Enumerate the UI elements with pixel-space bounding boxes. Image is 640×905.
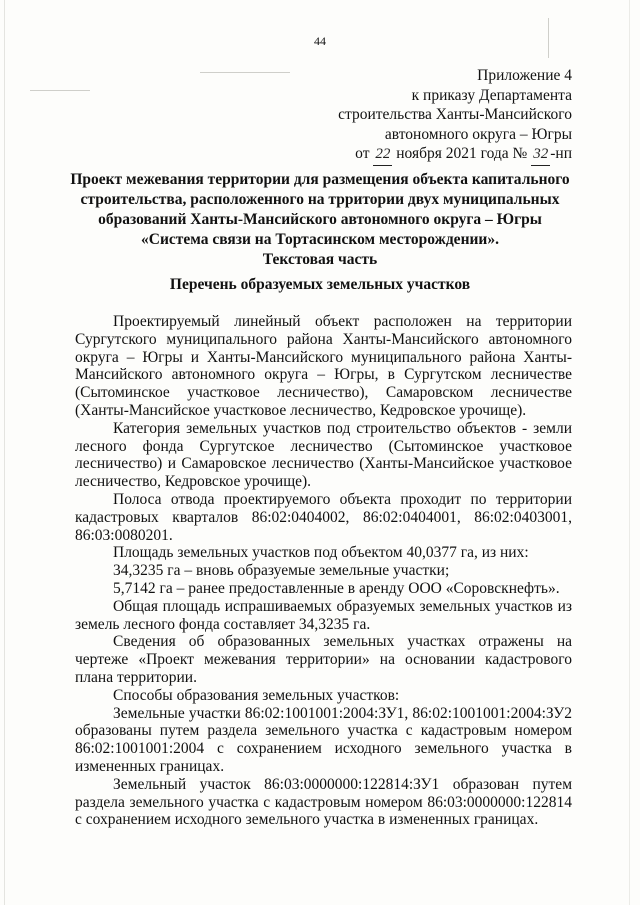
paragraph: 5,7142 га – ранее предоставленные в аренду ООО «Соровскнефть».	[113, 579, 560, 597]
paragraph: Категория земельных участков под строительство объектов - земли лесного фонда Сургутское лесничество (Сытоминское участковое лесничество) и Самаровское лесничество (Ханты-Мансийское участковое лесничество, Кедровское урочище).	[75, 419, 572, 491]
title-line: Текстовая часть	[262, 251, 378, 268]
title-line: «Система связи на Тортасинском месторождении».	[141, 231, 499, 248]
scan-edge-right	[629, 0, 630, 905]
document-title	[70, 170, 570, 270]
paragraph: Полоса отвода проектируемого объекта проходит по территории кадастровых кварталов 86:02:0404002, 86:02:0404001, 86:02:0403001, 86:03:0080201.	[75, 490, 572, 544]
appendix-line: автономного округа – Югры	[384, 125, 572, 143]
appendix-line: к приказу Департамента	[411, 86, 572, 104]
page-number: 44	[314, 34, 326, 48]
paragraph: Сведения об образованных земельных участках отражены на чертеже «Проект межевания территории» на основании кадастрового плана территории.	[75, 633, 572, 686]
paragraph: Площадь земельных участков под объектом 40,0377 га, из них:	[113, 544, 529, 562]
scan-edge-left	[4, 0, 5, 905]
handwritten-day: 22	[373, 145, 392, 166]
paragraph: Общая площадь испрашиваемых образуемых земельных участков из земель лесного фонда составляет 34,3235 га.	[75, 597, 572, 633]
appendix-header	[272, 66, 572, 166]
body-text	[75, 313, 572, 829]
date-rest: ноября 2021 года №	[396, 145, 528, 162]
date-prefix: от	[355, 145, 370, 162]
title-line: Проект межевания территории для размещения объекта капитального	[70, 171, 570, 188]
paragraph: Способы образования земельных участков:	[113, 686, 400, 704]
paragraph: Проектируемый линейный объект расположен на территории Сургутского муниципального района Ханты-Мансийского автономного округа – Югры и Ханты-Мансийского муниципального района Ханты-Мансийского автономного округа – Югры, в Сургутском лесничестве (Сытоминское участковое лесничество), Самаровском лесничестве (Ханты-Мансийское участковое лесничество, Кедровское урочище).	[75, 313, 572, 419]
handwritten-order-number: 32	[531, 145, 550, 166]
appendix-line: Приложение 4	[477, 67, 572, 84]
scan-artifact	[30, 90, 90, 91]
paragraph: Земельный участок 86:03:0000000:122814:ЗУ1 образован путем раздела земельного участка с кадастровым номером 86:03:0000000:122814 с сохранением исходного земельного участка в измененных границах.	[75, 775, 572, 829]
paragraph: 34,3235 га – вновь образуемые земельные участки;	[113, 562, 450, 580]
appendix-line: строительства Ханты-Мансийского	[338, 106, 572, 123]
order-suffix: -нп	[550, 145, 572, 162]
title-line: образований Ханты-Мансийского автономного округа – Югры	[98, 211, 542, 228]
appendix-date-line	[272, 144, 572, 166]
title-line: строительства, расположенного на трритории двух муниципальных	[80, 191, 560, 208]
section-title: Перечень образуемых земельных участков	[169, 276, 471, 293]
paragraph: Земельные участки 86:02:1001001:2004:ЗУ1, 86:02:1001001:2004:ЗУ2 образованы путем раздела земельного участка с кадастровым номером 86:02:1001001:2004 с сохранением исходного земельного участка в измененных границах.	[75, 704, 572, 775]
